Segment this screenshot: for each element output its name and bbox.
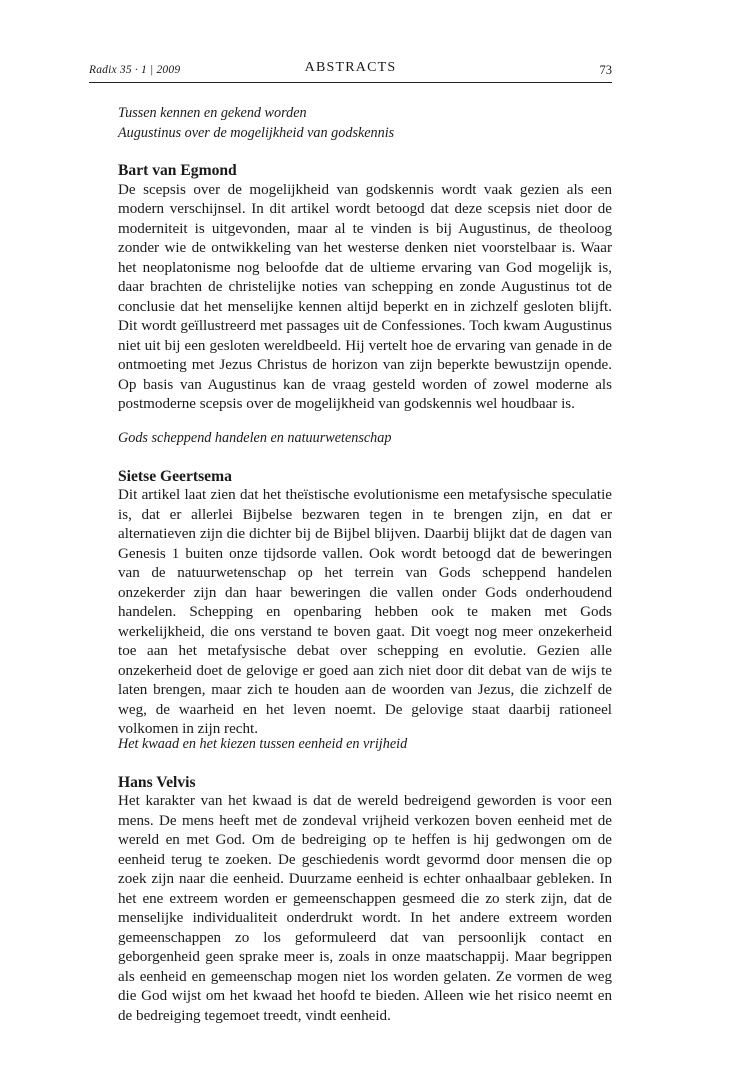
journal-citation: Radix 35 · 1 | 2009 (89, 64, 181, 76)
abstract-text: Dit artikel laat zien dat het theïstische evolutionisme een metafysische speculatie is, dat er allerlei Bijbelse bezwaren tegen in te brengen zijn, en dat er alternatieven zijn die dichter bij de Bijbel blijven. Daarbij blijkt dat de dagen van Genesis 1 buiten onze tijdsorde vallen. Ook wordt betoogd dat de beweringen van de natuurwetenschap op het terrein van Gods scheppend handelen onzekerder zijn dan haar beweringen die vallen onder Gods onderhoudend handelen. Schepping en openbaring hebben ook te maken met Gods werkelijkheid, die ons verstand te boven gaat. Dit voegt nog meer onzekerheid toe aan het metafysische debat over schepping en evolutie. Gezien alle onzekerheid doet de gelovige er goed aan zich niet door dit debat van de wijs te laten brengen, maar zich te houden aan de woorden van Jezus, die zichzelf de weg, de waarheid en het leven noemt. De gelovige staat daarbij rationeel volkomen in zijn recht. (118, 487, 612, 737)
abstract-author: Sietse Geertsema (118, 467, 232, 485)
abstract-egmond (118, 104, 612, 415)
section-title: ABSTRACTS (304, 60, 397, 75)
abstract-text: De scepsis over de mogelijkheid van godskennis wordt vaak gezien als een modern verschijnsel. In dit artikel wordt betoogd dat deze scepsis niet door de moderniteit is uitgevonden, maar al te vinden is bij Augustinus, de theoloog zonder wie de ontwikkeling van het westerse denken niet voorstelbaar is. Waar het neoplatonisme nog beloofde dat de ultieme ervaring van God mogelijk is, daar brachten de christelijke noties van schepping en zonde Augustinus tot de conclusie dat het menselijke kennen altijd beperkt en in zichzelf gesloten blijft. Dit wordt geïllustreerd met passages uit de Confessiones. Toch kwam Augustinus niet uit bij een gesloten wereldbeeld. Hij vertelt hoe de ervaring van genade in de ontmoeting met Jezus Christus de horizon van zijn beperkte bewustzijn opende. Op basis van Augustinus kan de vraag gesteld worden of zowel moderne als postmoderne scepsis over de mogelijkheid van godskennis wel houdbaar is. (118, 181, 612, 412)
running-header (89, 60, 612, 83)
abstract-author: Hans Velvis (118, 773, 196, 791)
page-number: 73 (599, 63, 612, 77)
abstract-title: Gods scheppend handelen en natuurwetenschap (118, 430, 392, 446)
abstract-author: Bart van Egmond (118, 162, 237, 179)
abstract-title: Het kwaad en het kiezen tussen eenheid en vrijheid (118, 736, 408, 752)
abstract-geertsema (118, 429, 612, 740)
abstract-velvis (118, 735, 612, 1026)
abstract-text: Het karakter van het kwaad is dat de wereld bedreigend geworden is voor een mens. De mens heeft met de zondeval vrijheid verkozen boven eenheid met de wereld en met God. Om de bedreiging op te heffen is hij gedwongen om de eenheid terug te zoeken. De geschiedenis wordt gevormd door mensen die op zoek zijn naar die eenheid. Duurzame eenheid is echter onhaalbaar gebleken. In het ene extreem worden er gemeenschappen gesmeed die zo sterk zijn, dat de menselijke individualiteit onderdrukt wordt. In het andere extreem worden gemeenschappen zo los geformuleerd dat van persoonlijk contact en geborgenheid geen sprake meer is, zoals in onze maatschappij. Maar begrippen als eenheid en gemeenschap mogen niet los worden gelaten. Ze vormen de weg die God wijst om het kwaad het hoofd te bieden. Alleen wie het risico neemt en de bedreiging tegemoet treedt, vindt eenheid. (118, 793, 612, 1024)
abstract-subtitle: Augustinus over de mogelijkheid van godskennis (118, 124, 395, 141)
abstract-title: Tussen kennen en gekend worden (118, 105, 307, 121)
